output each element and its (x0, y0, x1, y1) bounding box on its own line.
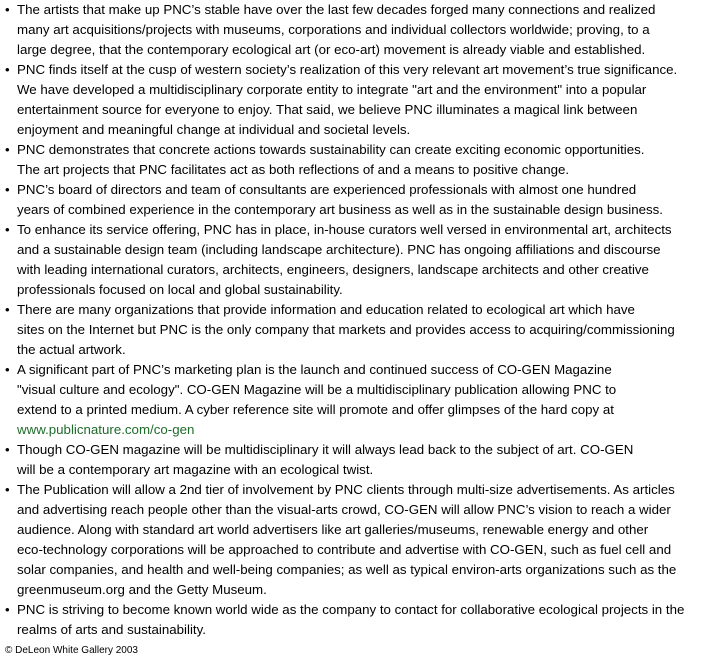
bullet-item (5, 60, 707, 140)
text-line: and a sustainable design team (including landscape architecture). PNC has ongoing affiliations and discourse (17, 242, 661, 257)
text-line: and advertising reach people other than the visual-arts crowd, CO-GEN will allow PNC’s vision to reach a wider (17, 502, 671, 517)
bullet-icon: • (5, 182, 10, 197)
text-line: solar companies, and health and well-being companies; as well as typical environ-arts organizations such as the (17, 562, 677, 577)
text-line: PNC finds itself at the cusp of western society’s realization of this very relevant art movement’s true significance. (17, 62, 678, 77)
text-line: audience. Along with standard art world advertisers like art galleries/museums, renewable energy and other (17, 522, 649, 537)
text-line: Though CO-GEN magazine will be multidisciplinary it will always lead back to the subject of art. CO-GEN (17, 442, 634, 457)
text-line: sites on the Internet but PNC is the only company that markets and provides access to acquiring/commissioning (17, 322, 675, 337)
bullet-item (5, 600, 707, 640)
text-line: eco-technology corporations will be approached to contribute and advertise with CO-GEN, such as fuel cell and (17, 542, 672, 557)
text-line: realms of arts and sustainability. (17, 622, 206, 637)
text-line: There are many organizations that provide information and education related to ecological art which have (17, 302, 635, 317)
text-line: will be a contemporary art magazine with an ecological twist. (17, 462, 374, 477)
bullet-icon: • (5, 362, 10, 377)
text-line: entertainment source for everyone to enjoy. That said, we believe PNC illuminates a magical link between (17, 102, 638, 117)
text-line: greenmuseum.org and the Getty Museum. (17, 582, 267, 597)
bullet-item (5, 360, 707, 440)
text-line: with leading international curators, architects, engineers, designers, landscape architects and other creative (17, 262, 649, 277)
bullet-list (5, 0, 726, 640)
bullet-icon: • (5, 142, 10, 157)
text-line: extend to a printed medium. A cyber reference site will promote and offer glimpses of the hard copy at (17, 402, 614, 417)
bullet-item (5, 440, 707, 480)
bullet-item (5, 220, 707, 300)
text-line: professionals focused on local and global sustainability. (17, 282, 343, 297)
text-line: enjoyment and meaningful change at individual and societal levels. (17, 122, 411, 137)
text-line: The Publication will allow a 2nd tier of involvement by PNC clients through multi-size advertisements. As articles (17, 482, 675, 497)
text-line: many art acquisitions/projects with museums, corporations and individual collectors worldwide; proving, to a (17, 22, 650, 37)
bullet-icon: • (5, 602, 10, 617)
bullet-icon: • (5, 482, 10, 497)
publicnature-link[interactable]: www.publicnature.com/co-gen (17, 422, 195, 437)
text-line: PNC demonstrates that concrete actions towards sustainability can create exciting economic opportunities. (17, 142, 645, 157)
text-line: PNC’s board of directors and team of consultants are experienced professionals with almost one hundred (17, 182, 637, 197)
bullet-item (5, 300, 707, 360)
text-line: "visual culture and ecology". CO-GEN Magazine will be a multidisciplinary publication allowing PNC to (17, 382, 617, 397)
text-line: A significant part of PNC’s marketing plan is the launch and continued success of CO-GEN Magazine (17, 362, 612, 377)
text-line: To enhance its service offering, PNC has in place, in-house curators well versed in environmental art, architects (17, 222, 672, 237)
bullet-item (5, 480, 707, 600)
text-line: We have developed a multidisciplinary corporate entity to integrate "art and the environment" into a popular (17, 82, 647, 97)
text-line: The art projects that PNC facilitates act as both reflections of and a means to positive change. (17, 162, 570, 177)
text-line: large degree, that the contemporary ecological art (or eco-art) movement is already viable and established. (17, 42, 646, 57)
bullet-item (5, 0, 707, 60)
text-line: years of combined experience in the contemporary art business as well as in the sustainable design business. (17, 202, 663, 217)
bullet-icon: • (5, 2, 10, 17)
bullet-icon: • (5, 62, 10, 77)
bullet-icon: • (5, 442, 10, 457)
bullet-icon: • (5, 222, 10, 237)
text-line: the actual artwork. (17, 342, 126, 357)
bullet-icon: • (5, 302, 10, 317)
text-line: The artists that make up PNC’s stable have over the last few decades forged many connections and realized (17, 2, 656, 17)
text-line: PNC is striving to become known world wide as the company to contact for collaborative ecological projects in the (17, 602, 685, 617)
bullet-item (5, 180, 707, 220)
bullet-item (5, 140, 707, 180)
copyright-footer: © DeLeon White Gallery 2003 (5, 645, 138, 656)
